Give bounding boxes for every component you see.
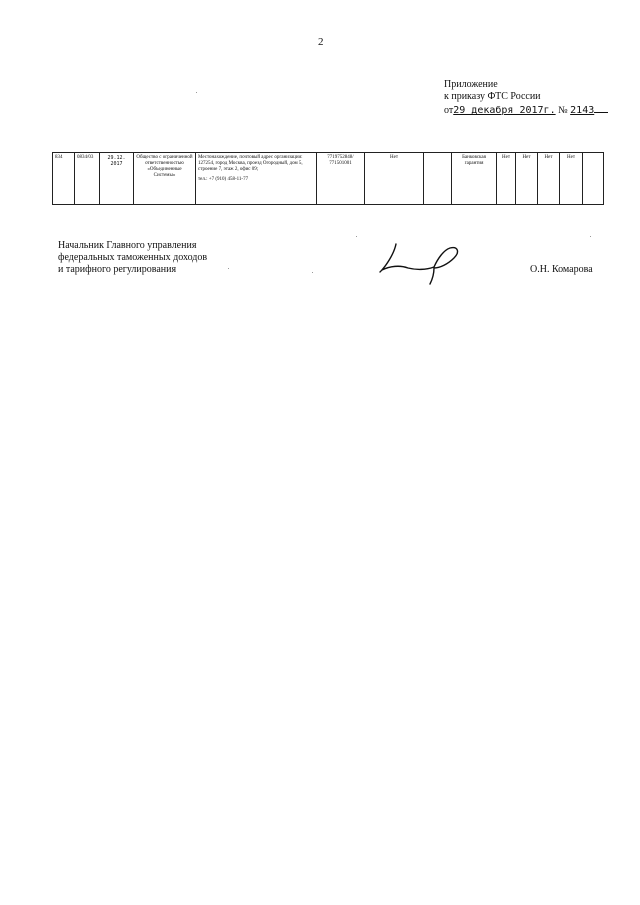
scan-speck (590, 236, 591, 237)
page-number: 2 (318, 36, 324, 48)
cell-address (196, 153, 317, 205)
scan-speck (356, 236, 357, 237)
handwritten-signature (372, 240, 472, 288)
order-number: 2143 (570, 105, 595, 116)
cell-col13 (583, 153, 604, 205)
appendix-header (444, 79, 608, 117)
scan-speck (228, 268, 229, 269)
appendix-title: Приложение (444, 79, 498, 90)
number-prefix: № (558, 105, 568, 116)
scan-speck (312, 272, 313, 273)
address-text: Местонахождение, почтовый адрес организации: 127254, город Москва, проезд Огородный, дом 5, строение 7, этаж 2, офис 09; (198, 155, 303, 172)
cell-reg-no: 0834/03 (75, 153, 100, 205)
signatory-title-line3: и тарифного регулирования (58, 264, 177, 275)
date-prefix: от (444, 105, 454, 116)
appendix-date-line (444, 103, 608, 117)
cell-col12: Нет (560, 153, 583, 205)
cell-date: 29.12. 2017 (100, 153, 134, 205)
signatory-name: О.Н. Комарова (530, 264, 593, 275)
appendix-order-ref: к приказу ФТС России (444, 91, 541, 102)
table-row (53, 153, 604, 205)
number-underline (594, 103, 608, 113)
cell-col11: Нет (538, 153, 560, 205)
registry-table (52, 152, 604, 205)
signatory-title-line1: Начальник Главного управления (58, 240, 197, 251)
cell-col10: Нет (516, 153, 538, 205)
order-date: 29 декабря 2017г. (453, 105, 556, 116)
scan-speck (196, 92, 197, 93)
cell-number: 834 (53, 153, 75, 205)
cell-col9: Нет (497, 153, 516, 205)
cell-organization: Общество с ограниченной ответственностью «Объединенные Системы» (134, 153, 196, 205)
cell-col6: Нет (365, 153, 424, 205)
phone-text: тел.: +7 (910) 458-11-77 (198, 177, 249, 182)
signatory-title (58, 240, 207, 276)
cell-col7 (424, 153, 452, 205)
cell-inn-kpp: 7719752848/ 771501001 (317, 153, 365, 205)
cell-security: Банковская гарантия (452, 153, 497, 205)
signatory-title-line2: федеральных таможенных доходов (58, 252, 208, 263)
